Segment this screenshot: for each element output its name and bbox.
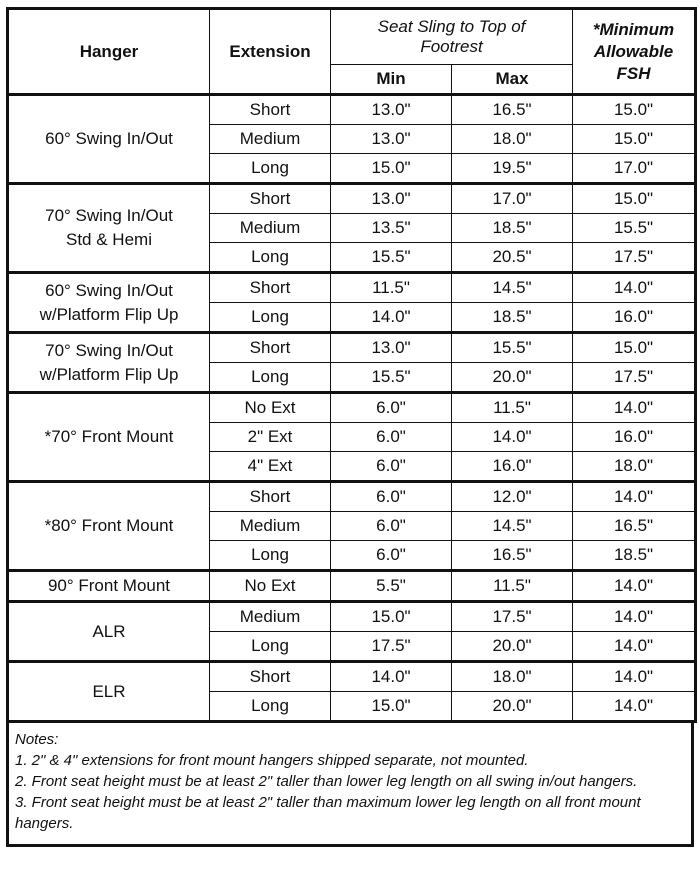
extension-cell: Long [210, 154, 331, 184]
fsh-cell: 16.0" [573, 303, 696, 333]
notes-section [6, 723, 694, 847]
min-cell: 15.5" [331, 363, 452, 393]
extension-cell: Long [210, 692, 331, 722]
min-cell: 6.0" [331, 393, 452, 423]
max-cell: 17.0" [452, 184, 573, 214]
fsh-cell: 17.5" [573, 243, 696, 273]
hanger-group [8, 393, 696, 482]
min-cell: 14.0" [331, 662, 452, 692]
min-cell: 15.5" [331, 243, 452, 273]
seat-sling-header-line1: Seat Sling to Top of [377, 17, 526, 36]
extension-cell: Short [210, 184, 331, 214]
fsh-cell: 14.0" [573, 692, 696, 722]
note-item: 2. Front seat height must be at least 2" taller than lower leg length on all swing in/out hangers. [15, 773, 638, 790]
table-header [8, 9, 696, 95]
max-cell: 17.5" [452, 602, 573, 632]
hanger-cell [8, 333, 210, 393]
extension-cell: Long [210, 632, 331, 662]
hanger-cell [8, 184, 210, 273]
min-cell: 6.0" [331, 452, 452, 482]
max-column-header: Max [452, 65, 573, 95]
fsh-column-header [573, 9, 696, 95]
hanger-group [8, 482, 696, 571]
hanger-name-line: ELR [92, 681, 126, 701]
extension-cell: Medium [210, 512, 331, 541]
hanger-group [8, 184, 696, 273]
hanger-name-line: 90° Front Mount [47, 576, 171, 595]
hanger-cell [8, 95, 210, 184]
fsh-cell: 15.0" [573, 125, 696, 154]
max-cell: 14.0" [452, 423, 573, 452]
hanger-group [8, 662, 696, 722]
hanger-name-line: 70° Swing In/Out [45, 340, 173, 360]
hanger-column-header: Hanger [8, 9, 210, 95]
table-row [8, 95, 696, 125]
extension-cell: Short [210, 662, 331, 692]
hanger-group [8, 602, 696, 662]
max-cell: 16.5" [452, 541, 573, 571]
notes-title: Notes: [15, 731, 59, 748]
extension-cell: Medium [210, 214, 331, 243]
hanger-cell [8, 273, 210, 333]
hanger-group [8, 273, 696, 333]
extension-cell: Medium [210, 602, 331, 632]
hanger-name-line: w/Platform Flip Up [39, 364, 179, 384]
min-cell: 17.5" [331, 632, 452, 662]
min-cell: 13.0" [331, 333, 452, 363]
max-cell: 16.0" [452, 452, 573, 482]
max-cell: 19.5" [452, 154, 573, 184]
seat-sling-header-line2: Footrest [420, 37, 483, 56]
hanger-name-line: 60° Swing In/Out [45, 280, 173, 300]
table-row [8, 662, 696, 692]
max-cell: 18.5" [452, 214, 573, 243]
max-cell: 14.5" [452, 273, 573, 303]
min-cell: 13.5" [331, 214, 452, 243]
fsh-cell: 15.0" [573, 95, 696, 125]
max-cell: 18.0" [452, 125, 573, 154]
fsh-cell: 18.5" [573, 541, 696, 571]
fsh-header-line2: Allowable [593, 41, 674, 61]
hanger-name-line: *70° Front Mount [44, 427, 174, 446]
fsh-cell: 16.5" [573, 512, 696, 541]
max-cell: 18.5" [452, 303, 573, 333]
note-item: 1. 2" & 4" extensions for front mount hangers shipped separate, not mounted. [15, 752, 529, 769]
extension-cell: 2" Ext [210, 423, 331, 452]
hanger-cell [8, 571, 210, 602]
table-row [8, 602, 696, 632]
max-cell: 12.0" [452, 482, 573, 512]
min-cell: 13.0" [331, 125, 452, 154]
hanger-cell [8, 602, 210, 662]
min-cell: 14.0" [331, 303, 452, 333]
min-cell: 13.0" [331, 184, 452, 214]
hanger-group [8, 95, 696, 184]
extension-cell: Short [210, 95, 331, 125]
seat-sling-header [331, 9, 573, 65]
min-cell: 6.0" [331, 512, 452, 541]
fsh-cell: 17.5" [573, 363, 696, 393]
hanger-group [8, 333, 696, 393]
hanger-spec-sheet [6, 7, 694, 847]
min-cell: 15.0" [331, 602, 452, 632]
extension-cell: Short [210, 273, 331, 303]
hanger-group [8, 571, 696, 602]
note-item: 3. Front seat height must be at least 2" taller than maximum lower leg length on all front mount hangers. [15, 794, 641, 832]
max-cell: 11.5" [452, 571, 573, 602]
table-row [8, 571, 696, 602]
extension-cell: Short [210, 333, 331, 363]
extension-cell: Long [210, 363, 331, 393]
max-cell: 14.5" [452, 512, 573, 541]
hanger-cell [8, 393, 210, 482]
min-column-header: Min [331, 65, 452, 95]
fsh-cell: 15.0" [573, 184, 696, 214]
fsh-cell: 14.0" [573, 632, 696, 662]
fsh-cell: 15.5" [573, 214, 696, 243]
extension-column-header: Extension [210, 9, 331, 95]
table-row [8, 273, 696, 303]
extension-cell: Short [210, 482, 331, 512]
max-cell: 18.0" [452, 662, 573, 692]
extension-cell: Long [210, 303, 331, 333]
table-row [8, 482, 696, 512]
min-cell: 15.0" [331, 154, 452, 184]
max-cell: 16.5" [452, 95, 573, 125]
fsh-cell: 16.0" [573, 423, 696, 452]
min-cell: 6.0" [331, 423, 452, 452]
fsh-header-line3: FSH [616, 63, 651, 83]
hanger-name-line: Std & Hemi [66, 230, 152, 249]
max-cell: 20.0" [452, 632, 573, 662]
table-row [8, 333, 696, 363]
extension-cell: Long [210, 243, 331, 273]
extension-cell: No Ext [210, 393, 331, 423]
extension-cell: Long [210, 541, 331, 571]
hanger-name-line: *80° Front Mount [44, 516, 174, 535]
max-cell: 11.5" [452, 393, 573, 423]
fsh-cell: 14.0" [573, 662, 696, 692]
min-cell: 13.0" [331, 95, 452, 125]
hanger-name-line: 60° Swing In/Out [45, 129, 173, 148]
fsh-cell: 17.0" [573, 154, 696, 184]
min-cell: 6.0" [331, 541, 452, 571]
hanger-table [6, 7, 697, 723]
hanger-name-line: w/Platform Flip Up [39, 304, 179, 324]
max-cell: 20.5" [452, 243, 573, 273]
min-cell: 6.0" [331, 482, 452, 512]
max-cell: 15.5" [452, 333, 573, 363]
min-cell: 5.5" [331, 571, 452, 602]
fsh-cell: 14.0" [573, 571, 696, 602]
extension-cell: 4" Ext [210, 452, 331, 482]
table-row [8, 393, 696, 423]
fsh-cell: 14.0" [573, 273, 696, 303]
fsh-cell: 15.0" [573, 333, 696, 363]
extension-cell: Medium [210, 125, 331, 154]
min-cell: 11.5" [331, 273, 452, 303]
table-row [8, 184, 696, 214]
extension-cell: No Ext [210, 571, 331, 602]
max-cell: 20.0" [452, 363, 573, 393]
hanger-cell [8, 662, 210, 722]
hanger-cell [8, 482, 210, 571]
fsh-cell: 14.0" [573, 482, 696, 512]
hanger-name-line: 70° Swing In/Out [45, 206, 173, 225]
fsh-cell: 18.0" [573, 452, 696, 482]
hanger-name-line: ALR [92, 621, 126, 641]
fsh-cell: 14.0" [573, 393, 696, 423]
max-cell: 20.0" [452, 692, 573, 722]
fsh-header-line1: *Minimum [592, 19, 675, 39]
min-cell: 15.0" [331, 692, 452, 722]
fsh-cell: 14.0" [573, 602, 696, 632]
